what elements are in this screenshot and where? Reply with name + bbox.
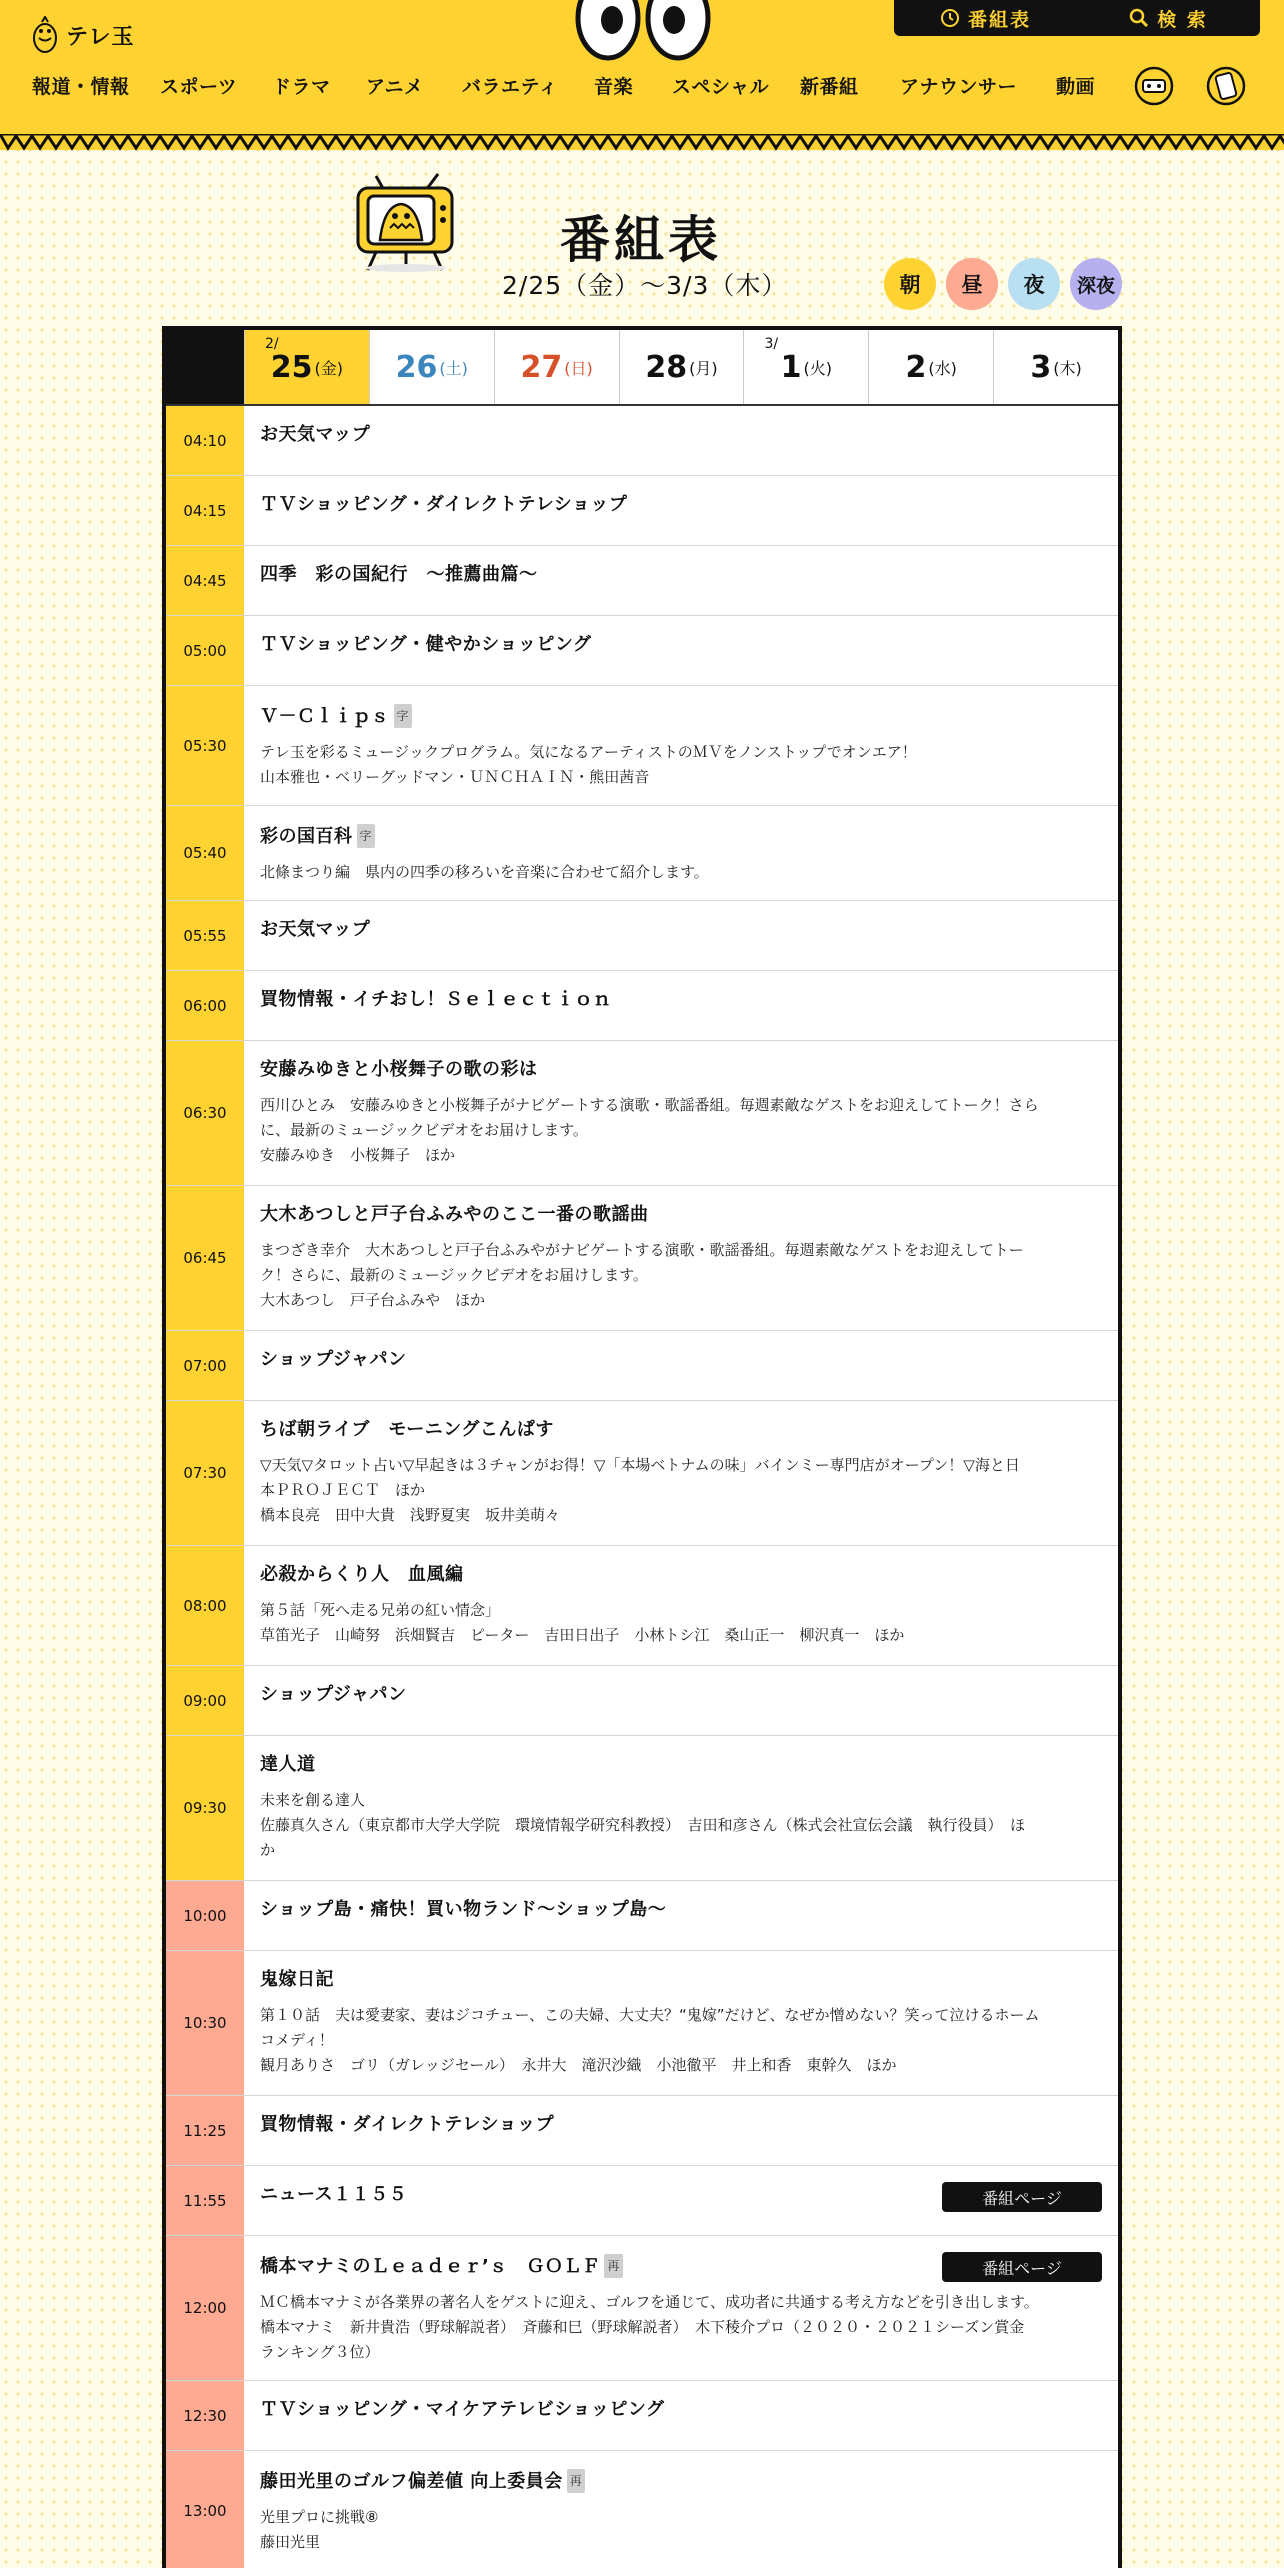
day-tab-weekday: (水)	[928, 358, 957, 378]
day-tab-3[interactable]	[993, 330, 1118, 404]
program-schedule-table	[162, 326, 1122, 2568]
program-description-line: テレ玉を彩るミュージックプログラム。気になるアーティストのＭＶをノンストップでオンエア！	[260, 743, 917, 761]
day-tab-26[interactable]	[369, 330, 494, 404]
program-badge: 字	[394, 704, 413, 728]
program-title[interactable]: ＴＶショッピング・健やかショッピング	[260, 634, 592, 655]
program-row[interactable]	[166, 546, 1118, 616]
program-time: 04:15	[166, 476, 244, 545]
sushi-mascot-icon[interactable]	[1134, 62, 1174, 108]
program-title-line	[260, 1204, 1102, 1226]
program-title[interactable]: ショップジャパン	[260, 1349, 407, 1370]
nav-videos[interactable]: 動画	[1056, 76, 1096, 98]
logo-text: テレ玉	[66, 24, 135, 50]
program-description-line: コメディ！	[260, 2031, 334, 2049]
program-title[interactable]: ちば朝ライブ モーニングこんぱす	[260, 1419, 554, 1440]
program-description	[260, 2505, 1102, 2555]
program-row[interactable]	[166, 2381, 1118, 2451]
program-title-line	[260, 989, 1102, 1011]
program-time: 11:25	[166, 2096, 244, 2165]
nav-sports[interactable]: スポーツ	[160, 76, 238, 98]
program-info	[244, 2381, 1118, 2450]
program-badge: 再	[604, 2254, 623, 2278]
day-tab-number: 26	[395, 349, 438, 385]
program-description	[260, 1598, 1102, 1648]
program-title[interactable]: ニュース１１５５	[260, 2184, 408, 2205]
day-tab-number: 25	[270, 349, 313, 385]
program-description-line: 草笛光子 山崎努 浜畑賢吉 ピーター 吉田日出子 小林トシ江 桑山正一 柳沢真一 ほか	[260, 1626, 905, 1644]
program-title[interactable]: 安藤みゆきと小桜舞子の歌の彩は	[260, 1059, 538, 1080]
program-row[interactable]	[166, 1666, 1118, 1736]
program-title[interactable]: 買物情報・イチおし！Ｓｅｌｅｃｔｉｏｎ	[260, 989, 612, 1010]
search-button[interactable]	[1077, 0, 1260, 36]
program-title-line	[260, 634, 1102, 656]
program-title[interactable]: 達人道	[260, 1754, 316, 1775]
program-description	[260, 1238, 1102, 1313]
program-description	[260, 1788, 1102, 1863]
program-title[interactable]: ＴＶショッピング・マイケアテレビショッピング	[260, 2399, 665, 2420]
day-tab-month: 3/	[764, 336, 779, 352]
program-title-line	[260, 1564, 1102, 1586]
program-title-line	[260, 1059, 1102, 1081]
program-row[interactable]	[166, 1736, 1118, 1881]
program-title[interactable]: 鬼嫁日記	[260, 1969, 334, 1990]
program-row[interactable]	[166, 1881, 1118, 1951]
day-tab-number: 2	[905, 349, 927, 385]
program-title-line	[260, 2114, 1102, 2136]
program-info	[244, 1041, 1118, 1185]
header-zigzag-edge	[0, 134, 1284, 152]
bus-mascot-icon[interactable]	[1206, 62, 1246, 108]
time-morning-button[interactable]: 朝	[884, 258, 936, 310]
program-time: 06:00	[166, 971, 244, 1040]
program-info	[244, 1881, 1118, 1950]
program-info	[244, 1736, 1118, 1880]
program-title[interactable]: ショップジャパン	[260, 1684, 407, 1705]
program-title[interactable]: 藤田光里のゴルフ偏差値 向上委員会	[260, 2471, 563, 2492]
program-row[interactable]	[166, 901, 1118, 971]
program-info	[244, 971, 1118, 1040]
program-title[interactable]: 彩の国百科	[260, 826, 353, 847]
program-info	[244, 806, 1118, 900]
program-description-line: 山本雅也・ベリーグッドマン・ＵＮＣＨＡＩＮ・熊田茜音	[260, 768, 650, 786]
program-info	[244, 1666, 1118, 1735]
program-time: 07:30	[166, 1401, 244, 1545]
program-title-line	[260, 1899, 1102, 1921]
program-time: 12:30	[166, 2381, 244, 2450]
program-row[interactable]	[166, 2166, 1118, 2236]
program-row[interactable]	[166, 971, 1118, 1041]
mascot-icon	[30, 16, 60, 54]
program-time: 04:10	[166, 406, 244, 475]
program-info	[244, 406, 1118, 475]
date-range: 2/25（金）〜3/3（木）	[502, 271, 788, 300]
program-title-line	[260, 424, 1102, 446]
program-title-line	[260, 494, 1102, 516]
program-title-line	[260, 564, 1102, 586]
program-title[interactable]: 四季 彩の国紀行 ～推薦曲篇～	[260, 564, 538, 585]
program-description-line: ランキング３位）	[260, 2343, 380, 2361]
program-rows	[166, 406, 1118, 2568]
program-time: 07:00	[166, 1331, 244, 1400]
day-tab-1[interactable]	[743, 330, 868, 404]
program-time: 13:00	[166, 2451, 244, 2568]
program-description	[260, 1093, 1102, 1168]
day-tab-weekday: (火)	[803, 358, 833, 378]
day-tab-number: 27	[520, 349, 563, 385]
day-tab-number: 28	[645, 349, 688, 385]
program-title-line	[260, 1754, 1102, 1776]
program-time: 05:30	[166, 686, 244, 805]
program-title[interactable]: 必殺からくり人 血風編	[260, 1564, 464, 1585]
program-row[interactable]	[166, 2236, 1118, 2381]
program-row[interactable]	[166, 2451, 1118, 2568]
program-description-line: ＭＣ橋本マナミが各業界の著名人をゲストに迎え、ゴルフを通じて、成功者に共通する考え方などを引き出します。	[260, 2293, 1039, 2311]
program-title-line	[260, 2469, 1102, 2493]
program-info	[244, 616, 1118, 685]
program-info	[244, 546, 1118, 615]
schedule-button-label: 番組表	[967, 8, 1031, 31]
program-title-line	[260, 704, 1102, 728]
program-row[interactable]	[166, 1546, 1118, 1666]
mascot-eyes-icon	[568, 0, 718, 62]
day-tab-weekday: (金)	[314, 358, 344, 378]
schedule-button[interactable]	[894, 0, 1077, 36]
top-button-bar	[894, 0, 1260, 36]
program-row[interactable]	[166, 1041, 1118, 1186]
program-description-line: 第１０話 夫は愛妻家、妻はジコチュー、この夫婦、大丈夫？“鬼嫁”だけど、なぜか憎めない？笑って泣けるホーム	[260, 2006, 1040, 2024]
program-description-line: 光里プロに挑戦⑧	[260, 2508, 379, 2526]
program-title[interactable]: お天気マップ	[260, 919, 371, 940]
program-description-line: 橋本マナミ 新井貴浩（野球解説者） 斉藤和巳（野球解説者） 木下稜介プロ（２０２０・２０２１シーズン賞金	[260, 2318, 1025, 2336]
day-tab-28[interactable]	[619, 330, 744, 404]
program-description-line: に、最新のミュージックビデオをお届けします。	[260, 1121, 588, 1139]
program-description-line: 未来を創る達人	[260, 1791, 366, 1809]
program-title-line	[260, 1419, 1102, 1441]
program-time: 11:55	[166, 2166, 244, 2235]
program-time: 04:45	[166, 546, 244, 615]
site-logo[interactable]	[30, 16, 135, 54]
program-page-button[interactable]: 番組ページ	[942, 2182, 1102, 2212]
day-tab-weekday: (月)	[689, 358, 718, 378]
program-time: 08:00	[166, 1546, 244, 1665]
nav-music[interactable]: 音楽	[594, 76, 634, 98]
program-info	[244, 2096, 1118, 2165]
program-time: 05:55	[166, 901, 244, 970]
day-tabs	[166, 330, 1118, 406]
day-tab-weekday: (土)	[439, 358, 468, 378]
program-time: 09:00	[166, 1666, 244, 1735]
program-description-line: 北條まつり編 県内の四季の移ろいを音楽に合わせて紹介します。	[260, 863, 709, 881]
program-description-line: まつざき幸介 大木あつしと戸子台ふみやがナビゲートする演歌・歌謡番組。毎週素敵なゲストをお迎えしてトー	[260, 1241, 1024, 1259]
program-description-line: ク！さらに、最新のミュージックビデオをお届けします。	[260, 1266, 648, 1284]
program-row[interactable]	[166, 406, 1118, 476]
program-info	[244, 2236, 1118, 2380]
day-tab-27[interactable]	[494, 330, 619, 404]
day-tab-2[interactable]	[868, 330, 993, 404]
program-title[interactable]: 大木あつしと戸子台ふみやのここ一番の歌謡曲	[260, 1204, 649, 1225]
program-title[interactable]: ＴＶショッピング・ダイレクトテレショップ	[260, 494, 628, 515]
program-description	[260, 860, 1102, 885]
program-description-line: 大木あつし 戸子台ふみや ほか	[260, 1291, 486, 1309]
program-description-line: 本ＰＲＯＪＥＣＴ ほか	[260, 1481, 426, 1499]
program-title[interactable]: お天気マップ	[260, 424, 371, 445]
program-description-line: 第５話「死へ走る兄弟の紅い情念」	[260, 1601, 501, 1619]
program-description-line: 安藤みゆき 小桜舞子 ほか	[260, 1146, 456, 1164]
program-description-line: 西川ひとみ 安藤みゆきと小桜舞子がナビゲートする演歌・歌謡番組。毎週素敵なゲストをお迎えしてトーク！さら	[260, 1096, 1039, 1114]
nav-drama[interactable]: ドラマ	[272, 76, 331, 98]
day-tab-weekday: (日)	[564, 358, 593, 378]
program-info	[244, 686, 1118, 805]
program-row[interactable]	[166, 1951, 1118, 2096]
program-row[interactable]	[166, 686, 1118, 806]
program-time: 06:45	[166, 1186, 244, 1330]
program-row[interactable]	[166, 616, 1118, 686]
program-row[interactable]	[166, 1401, 1118, 1546]
program-description-line: 藤田光里	[260, 2533, 321, 2551]
program-info	[244, 1951, 1118, 2095]
program-info	[244, 1401, 1118, 1545]
nav-announcers[interactable]: アナウンサー	[900, 76, 1018, 98]
program-badge: 字	[357, 824, 376, 848]
program-title[interactable]: Ｖ－Ｃｌｉｐｓ	[260, 706, 390, 727]
program-time: 10:00	[166, 1881, 244, 1950]
nav-special[interactable]: スペシャル	[672, 76, 770, 98]
day-tab-month: 2/	[265, 336, 279, 352]
program-row[interactable]	[166, 806, 1118, 901]
day-tab-number: 3	[1030, 349, 1052, 385]
day-tabs-corner	[166, 330, 244, 404]
program-description-line: 佐藤真久さん（東京都市大学大学院 環境情報学研究科教授） 吉田和彦さん（株式会社宣伝会議 執行役員） ほ	[260, 1816, 1026, 1834]
program-info	[244, 2451, 1118, 2568]
program-time: 05:00	[166, 616, 244, 685]
program-time: 12:00	[166, 2236, 244, 2380]
time-night-button[interactable]: 夜	[1008, 258, 1060, 310]
nav-news[interactable]: 報道・情報	[32, 76, 130, 98]
program-info	[244, 1546, 1118, 1665]
program-info	[244, 1331, 1118, 1400]
program-title[interactable]: ショップ島・痛快！買い物ランド～ショップ島～	[260, 1899, 667, 1920]
program-description	[260, 1453, 1102, 1528]
program-info	[244, 1186, 1118, 1330]
program-description	[260, 2290, 1102, 2365]
time-noon-button[interactable]: 昼	[946, 258, 998, 310]
program-info	[244, 2166, 1118, 2235]
program-description	[260, 2003, 1102, 2078]
program-title-line	[260, 1349, 1102, 1371]
program-info	[244, 901, 1118, 970]
program-description-line: 橋本良亮 田中大貴 浅野夏実 坂井美萌々	[260, 1506, 561, 1524]
day-tab-number: 1	[780, 349, 802, 385]
search-button-label: 検 索	[1157, 8, 1208, 31]
program-time: 10:30	[166, 1951, 244, 2095]
program-title[interactable]: 橋本マナミのＬｅａｄｅｒ’ｓ ＧＯＬＦ	[260, 2256, 601, 2277]
program-description-line: ▽天気▽タロット占い▽早起きは３チャンがお得！▽「本場ベトナムの味」バインミー専門店がオープン！▽海と日	[260, 1456, 1020, 1474]
program-info	[244, 476, 1118, 545]
program-row[interactable]	[166, 476, 1118, 546]
page-title: 番組表	[560, 211, 722, 269]
program-row[interactable]	[166, 1331, 1118, 1401]
program-description-line: か	[260, 1841, 276, 1859]
program-description-line: 観月ありさ ゴリ（ガレッジセール） 永井大 滝沢沙織 小池徹平 井上和香 東幹久 ほか	[260, 2056, 897, 2074]
program-title-line	[260, 1684, 1102, 1706]
program-time: 05:40	[166, 806, 244, 900]
program-title[interactable]: 買物情報・ダイレクトテレショップ	[260, 2114, 555, 2135]
program-page-button[interactable]: 番組ページ	[942, 2252, 1102, 2282]
program-description	[260, 740, 1102, 790]
program-title-line	[260, 919, 1102, 941]
day-tab-25[interactable]	[244, 330, 369, 404]
site-header	[0, 0, 1284, 150]
program-time: 09:30	[166, 1736, 244, 1880]
nav-anime[interactable]: アニメ	[366, 76, 424, 98]
program-row[interactable]	[166, 1186, 1118, 1331]
tv-mascot-icon	[354, 168, 464, 272]
day-tab-weekday: (木)	[1053, 358, 1082, 378]
program-badge: 再	[567, 2469, 586, 2493]
program-row[interactable]	[166, 2096, 1118, 2166]
program-title-line	[260, 2399, 1102, 2421]
time-late-night-button[interactable]: 深夜	[1070, 258, 1122, 310]
clock-icon	[940, 8, 960, 28]
nav-variety[interactable]: バラエティ	[462, 76, 558, 98]
nav-new-programs[interactable]: 新番組	[800, 76, 859, 98]
program-title-line	[260, 1969, 1102, 1991]
search-icon	[1129, 8, 1149, 28]
program-time: 06:30	[166, 1041, 244, 1185]
program-title-line	[260, 824, 1102, 848]
